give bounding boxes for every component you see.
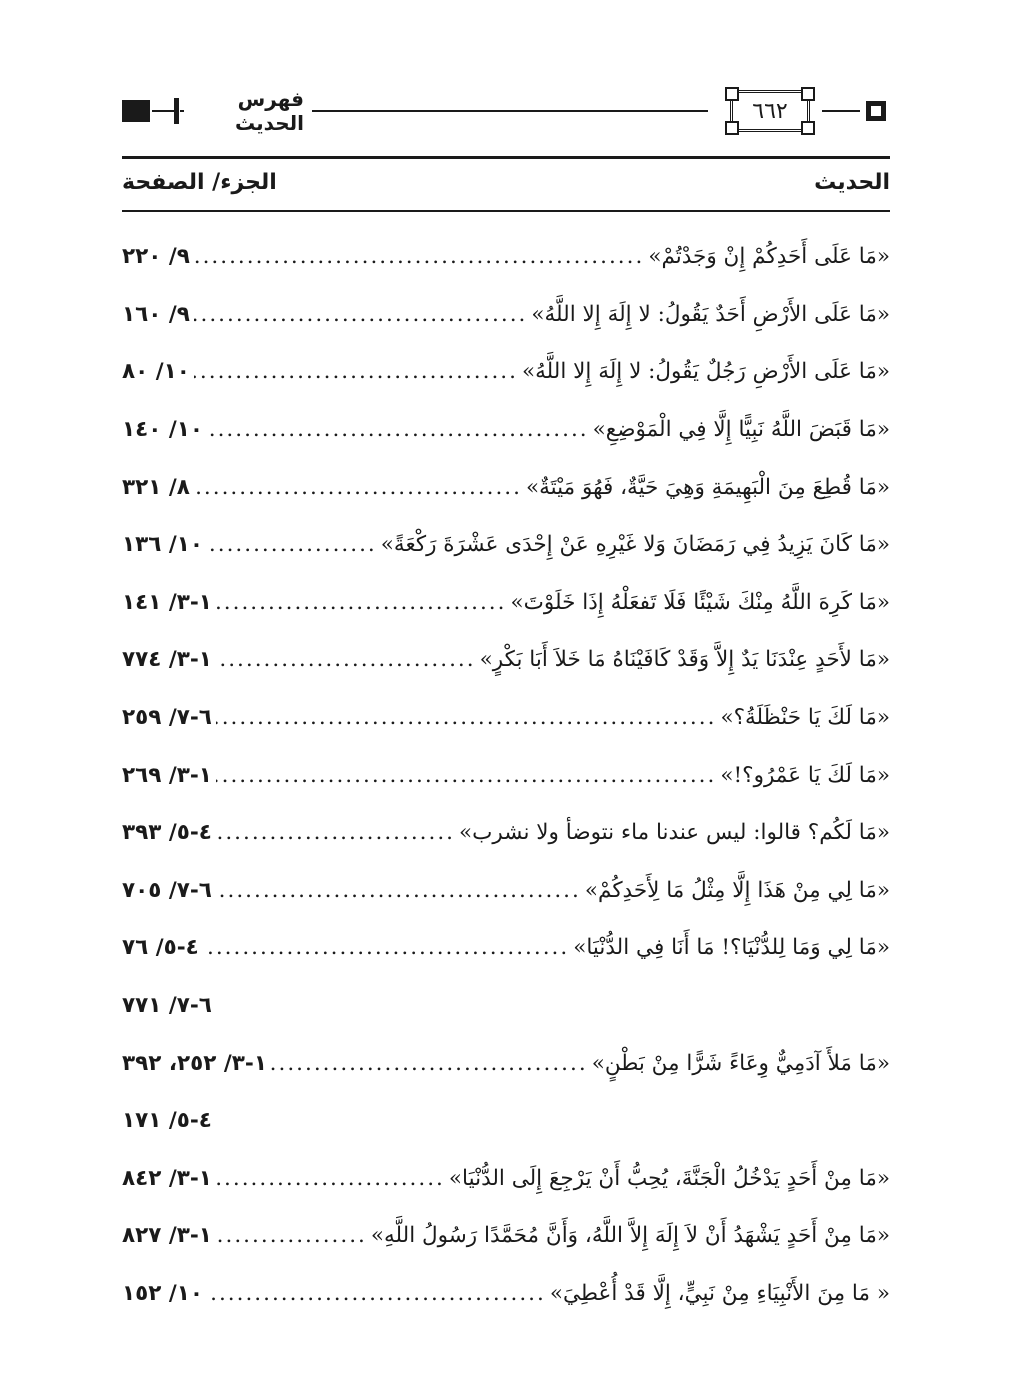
hadith-column-header: الحديث: [814, 170, 890, 195]
index-entry-continuation: [122, 1092, 890, 1150]
volume-page-ref: ٩/ ٢٢٠: [122, 244, 190, 270]
leader-dots: [216, 1223, 367, 1248]
top-divider: [122, 156, 890, 159]
leader-dots: [207, 532, 377, 557]
volume-page-ref: ١٠/ ٨٠: [122, 359, 190, 385]
hadith-text: «مَا كَرِهَ اللَّهُ مِنْكَ شَيْئًا فَلَا تَفعَلْهُ إِذَا خَلَوْتَ»: [510, 589, 890, 615]
leader-dots: [194, 359, 518, 384]
volume-page-ref: ١٠/ ١٤٠: [122, 417, 203, 443]
volume-page-column-header: الجزء/ الصفحة: [122, 170, 277, 195]
header-square-ornament: [866, 101, 886, 121]
hadith-text: «مَا قَبَضَ اللَّهُ نَبِيًّا إِلَّا فِي الْمَوْضِعِ»: [592, 417, 890, 443]
hadith-text: «مَا كَانَ يَزِيدُ فِي رَمَضَانَ وَلا غَيْرِهِ عَنْ إِحْدَى عَشْرَةَ رَكْعَةً»: [380, 532, 890, 558]
hadith-text: «مَا عَلَى الأَرْضِ رَجُلٌ يَقُولُ: لا إِلَهَ إِلا اللَّهُ»: [521, 359, 890, 385]
leader-dots: [216, 1166, 445, 1191]
hadith-text: «مَا لِي مِنْ هَذَا إِلَّا مِثْلُ مَا لِأَحَدِكُمْ»: [584, 877, 890, 903]
header-ornament: [174, 98, 179, 124]
leader-dots: [194, 475, 522, 500]
volume-page-ref: ١٠/ ١٣٦: [122, 532, 203, 558]
index-entry: [122, 1265, 890, 1323]
header-divider: [122, 210, 890, 212]
volume-page-ref: ١-٣/ ٨٢٧: [122, 1223, 212, 1249]
hadith-text: «مَا لَكَ يَا عَمْرُو؟!»: [720, 762, 890, 788]
leader-dots: [216, 647, 476, 672]
volume-page-ref: ١٠/ ١٥٢: [122, 1280, 203, 1306]
header-rule: [152, 110, 174, 112]
frame-corner: [725, 87, 739, 101]
index-entry: [122, 401, 890, 459]
volume-page-ref: ٤-٥/ ٣٩٣: [122, 820, 212, 846]
index-entry: [122, 343, 890, 401]
header-rule: [822, 110, 860, 112]
index-entry: [122, 919, 890, 977]
volume-page-ref: ١-٣/ ١٤١: [122, 589, 212, 615]
index-entry: [122, 458, 890, 516]
leader-dots: [207, 417, 589, 442]
volume-page-ref: ٨/ ٣٢١: [122, 474, 190, 500]
frame-corner: [801, 121, 815, 135]
leader-dots: [216, 705, 717, 730]
volume-page-ref: ٦-٧/ ٢٥٩: [122, 705, 212, 731]
volume-page-ref: ١-٣/ ٢٥٢، ٣٩٢: [122, 1050, 267, 1076]
column-headers: [122, 162, 890, 202]
hadith-text: «مَا مِنْ أَحَدٍ يَدْخُلُ الْجَنَّةَ، يُحِبُّ أَنْ يَرْجِعَ إِلَى الدُّنْيَا»: [448, 1165, 890, 1191]
index-entry: [122, 516, 890, 574]
hadith-text: «مَا مَلأَ آدَمِيٌّ وِعَاءً شَرًّا مِنْ بَطْنٍ»: [591, 1050, 890, 1076]
index-entry: [122, 689, 890, 747]
volume-page-ref: ٦-٧/ ٧٠٥: [122, 877, 212, 903]
page-number: ٦٦٢: [752, 98, 788, 124]
index-entry-continuation: [122, 977, 890, 1035]
volume-page-ref: ٤-٥/ ٧٦: [122, 935, 199, 961]
page-number-box: [730, 90, 810, 132]
index-entry: [122, 1034, 890, 1092]
index-entry: [122, 1207, 890, 1265]
hadith-text: «مَا لَكَ يَا حَنْظَلَةُ؟»: [720, 705, 890, 731]
leader-dots: [207, 1281, 546, 1306]
index-entry: [122, 746, 890, 804]
section-title: فهرس الحديث: [184, 92, 312, 130]
index-entry: [122, 228, 890, 286]
hadith-index-list: [122, 228, 890, 1322]
index-entry: [122, 631, 890, 689]
leader-dots: [216, 878, 581, 903]
header-ornament: [122, 100, 150, 122]
index-entry: [122, 286, 890, 344]
index-entry: [122, 804, 890, 862]
leader-dots: [194, 244, 644, 269]
volume-page-ref: ١-٣/ ٨٤٢: [122, 1165, 212, 1191]
leader-dots: [271, 1051, 588, 1076]
volume-page-ref: ٦-٧/ ٧٧١: [122, 993, 212, 1019]
index-entry: [122, 862, 890, 920]
volume-page-ref: ١-٣/ ٢٦٩: [122, 762, 212, 788]
volume-page-ref: ٩/ ١٦٠: [122, 301, 190, 327]
hadith-text: «مَا لِي وَمَا لِلدُّنْيَا؟! مَا أَنَا فِي الدُّنْيَا»: [573, 935, 890, 961]
hadith-text: «مَا عَلَى الأَرْضِ أَحَدٌ يَقُولُ: لا إِلَهَ إِلا اللَّهُ»: [531, 301, 890, 327]
index-entry: [122, 1150, 890, 1208]
frame-corner: [801, 87, 815, 101]
leader-dots: [203, 935, 569, 960]
hadith-text: «مَا لأَحَدٍ عِنْدَنَا يَدٌ إِلاَّ وَقَدْ كَافَيْنَاهُ مَا خَلاَ أَبَا بَكْرٍ»: [479, 647, 890, 673]
hadith-text: «مَا لَكُم؟ قالوا: ليس عندنا ماء نتوضأ ولا نشرب»: [459, 820, 890, 846]
volume-page-ref: ١-٣/ ٧٧٤: [122, 647, 212, 673]
frame-corner: [725, 121, 739, 135]
volume-page-ref: ٤-٥/ ١٧١: [122, 1108, 212, 1134]
hadith-text: «مَا عَلَى أَحَدِكُمْ إِنْ وَجَدْتُمْ»: [648, 244, 890, 270]
hadith-text: «مَا قُطِعَ مِنَ الْبَهِيمَةِ وَهِيَ حَيَّةٌ، فَهُوَ مَيْتَةٌ»: [525, 474, 890, 500]
leader-dots: [194, 302, 528, 327]
index-entry: [122, 574, 890, 632]
running-header: [122, 88, 890, 138]
hadith-text: «مَا مِنْ أَحَدٍ يَشْهَدُ أَنْ لاَ إِلَهَ إِلاَّ اللَّهُ، وَأَنَّ مُحَمَّدًا رَسُولُ اللَّهِ»: [370, 1223, 890, 1249]
hadith-text: « مَا مِنَ الأَنْبِيَاءِ مِنْ نَبِيٍّ، إِلَّا قَدْ أُعْطِيَ»: [549, 1280, 890, 1306]
leader-dots: [216, 763, 716, 788]
leader-dots: [216, 820, 455, 845]
leader-dots: [216, 590, 507, 615]
